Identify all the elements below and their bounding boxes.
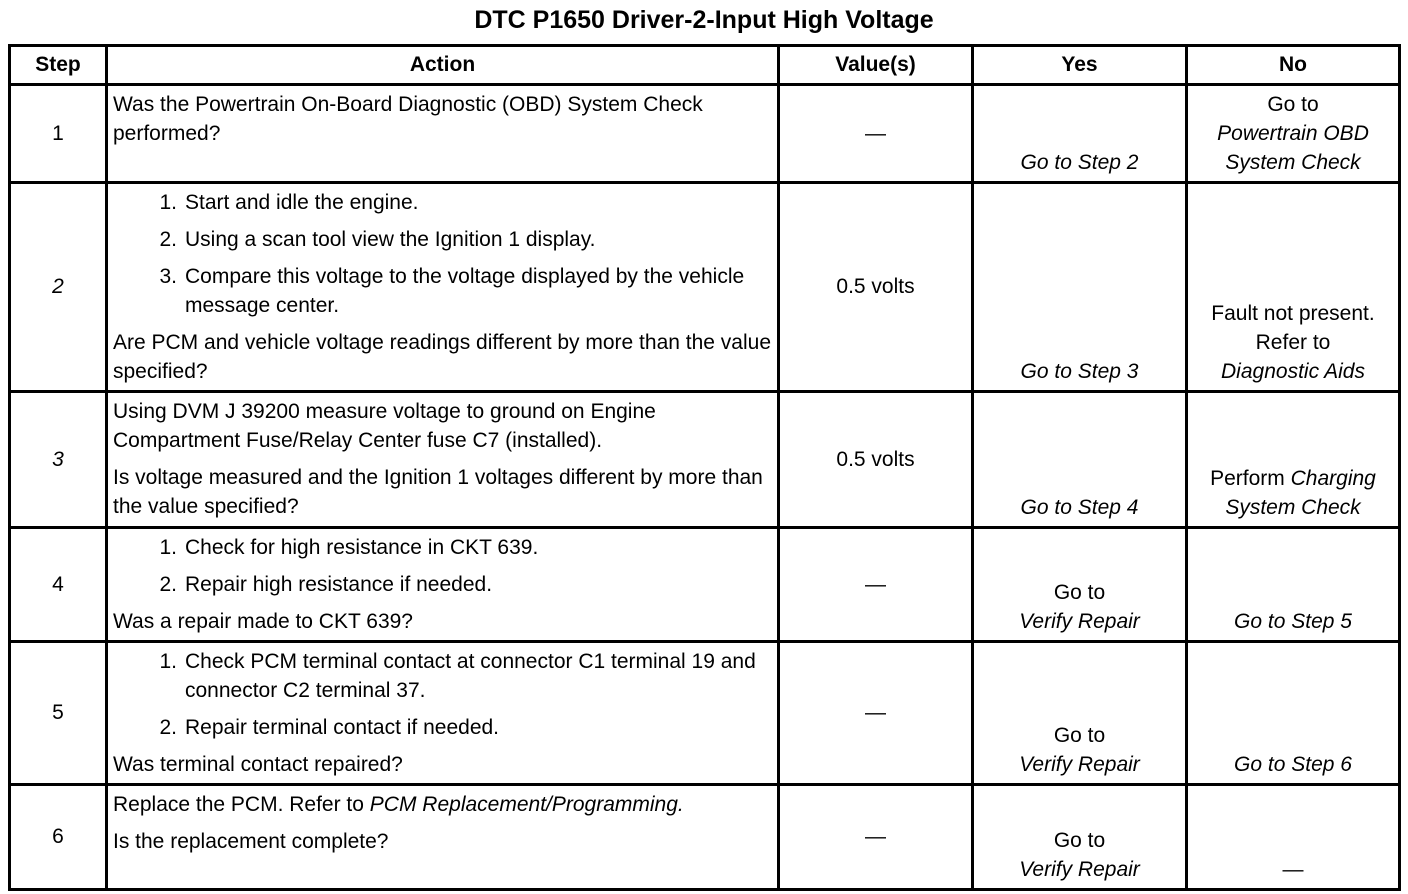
step-number: 4 (10, 528, 107, 642)
step-number: 3 (10, 392, 107, 528)
list-item: 1. Check PCM terminal contact at connector C1 terminal 19 and connector C2 terminal 37. (159, 650, 756, 702)
no-text: Go to Step 5 (1234, 610, 1352, 633)
action-list (113, 647, 771, 742)
table-row (10, 85, 1400, 183)
no-cell (1187, 528, 1400, 642)
action-text: Using DVM J 39200 measure voltage to ground on Engine Compartment Fuse/Relay Center fuse C7 (installed). (113, 400, 656, 452)
table-row (10, 785, 1400, 890)
table-row (10, 528, 1400, 642)
value-cell: — (779, 528, 973, 642)
no-cell (1187, 392, 1400, 528)
no-cell (1187, 85, 1400, 183)
action-question: Are PCM and vehicle voltage readings different by more than the value specified? (113, 331, 771, 383)
no-link-text: Diagnostic Aids (1221, 360, 1365, 383)
diagnostic-table (8, 44, 1401, 891)
yes-text: Go to Step 3 (1020, 360, 1139, 383)
yes-text: Go to (1053, 829, 1106, 852)
list-item: 2. Repair terminal contact if needed. (159, 716, 500, 739)
yes-link-text: Verify Repair (1019, 753, 1140, 776)
page-title: DTC P1650 Driver-2-Input High Voltage (474, 6, 934, 34)
yes-link-text: Verify Repair (1019, 610, 1140, 633)
value-cell: 0.5 volts (779, 183, 973, 392)
no-text: Go to Step 6 (1234, 753, 1352, 776)
no-link-text: Powertrain OBD System Check (1217, 122, 1369, 174)
header-action: Action (107, 46, 779, 85)
header-row (10, 46, 1400, 85)
no-text: Go to (1267, 93, 1319, 116)
no-text: — (1282, 858, 1304, 881)
table-row (10, 392, 1400, 528)
no-text: Fault not present. Refer to (1211, 302, 1375, 354)
action-question: Is voltage measured and the Ignition 1 voltages different by more than the value specified? (113, 466, 763, 518)
action-cell (107, 183, 779, 392)
action-question: Is the replacement complete? (113, 830, 389, 853)
no-cell (1187, 785, 1400, 890)
yes-cell (973, 85, 1187, 183)
yes-cell (973, 392, 1187, 528)
list-item: 2. Repair high resistance if needed. (159, 573, 493, 596)
step-number: 1 (10, 85, 107, 183)
list-item: 3. Compare this voltage to the voltage displayed by the vehicle message center. (159, 265, 745, 317)
yes-cell (973, 183, 1187, 392)
action-cell (107, 528, 779, 642)
yes-link-text: Verify Repair (1019, 858, 1140, 881)
action-text-ref: PCM Replacement/Programming. (369, 793, 684, 816)
step-number: 6 (10, 785, 107, 890)
action-question: Was terminal contact repaired? (113, 753, 403, 776)
action-text-plain: Replace the PCM. Refer to (113, 793, 364, 816)
action-text: Was the Powertrain On-Board Diagnostic (OBD) System Check performed? (113, 93, 703, 145)
yes-cell (973, 642, 1187, 785)
action-cell (107, 392, 779, 528)
value-cell: 0.5 volts (779, 392, 973, 528)
no-link-text: Charging System Check (1225, 467, 1376, 519)
table-row (10, 183, 1400, 392)
no-cell (1187, 642, 1400, 785)
action-cell (107, 785, 779, 890)
header-values: Value(s) (779, 46, 973, 85)
table-row (10, 642, 1400, 785)
yes-text: Go to (1053, 581, 1106, 604)
step-number: 5 (10, 642, 107, 785)
yes-text: Go to Step 2 (1020, 151, 1139, 174)
list-item: 2. Using a scan tool view the Ignition 1 display. (159, 228, 596, 251)
header-yes: Yes (973, 46, 1187, 85)
yes-text: Go to Step 4 (1020, 496, 1139, 519)
no-cell (1187, 183, 1400, 392)
no-text: Perform (1210, 467, 1285, 490)
list-item: 1. Check for high resistance in CKT 639. (159, 536, 539, 559)
list-item: 1. Start and idle the engine. (159, 191, 419, 214)
action-question: Was a repair made to CKT 639? (113, 610, 413, 633)
action-text (113, 790, 771, 819)
action-cell (107, 85, 779, 183)
yes-cell (973, 785, 1187, 890)
step-number: 2 (10, 183, 107, 392)
value-cell: — (779, 85, 973, 183)
action-cell (107, 642, 779, 785)
yes-text: Go to (1053, 724, 1106, 747)
action-list (113, 533, 771, 599)
header-no: No (1187, 46, 1400, 85)
header-step: Step (10, 46, 107, 85)
action-list (113, 188, 771, 320)
value-cell: — (779, 642, 973, 785)
yes-cell (973, 528, 1187, 642)
value-cell: — (779, 785, 973, 890)
